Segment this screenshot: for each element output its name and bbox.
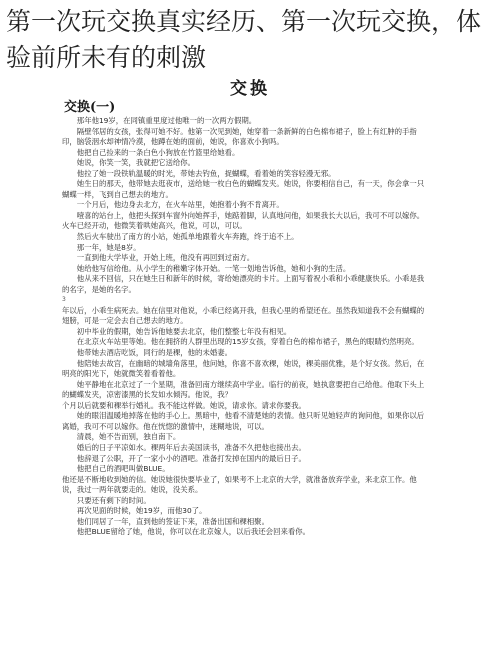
paragraph: 他拉了她一段铁轨温暖的时光，带她去钓鱼，捉蝴蝶，看着她的笑容轻漫无邪。 (76, 168, 336, 178)
paragraph: 她说，你笑一笑，我就把它送给你。 (76, 158, 196, 168)
paragraph: 再次见面的时候，她19岁，而他30了。 (76, 506, 207, 516)
paragraph: 他们同居了一年，直到他的签证下来，准备出国和稞相聚。 (76, 516, 269, 526)
paragraph: 他陪她去故宫，在幽暗的城墙角落里，他问她，你喜不喜欢稞，她说，稞美丽优雅，是个好女孩。然后，在明亮的阳光下，她就微笑着看着他。 (62, 358, 425, 379)
paragraph: 清晨，她不告而别，独自南下。 (76, 432, 181, 442)
paragraph: 他把自己捡来的一条白色小狗放在竹篮里给她看。 (76, 147, 240, 157)
paragraph: 年以后，小乖生病死去。她在信里对他说，小乖已经离开我，但我心里的希望还在。虽然我知道我不会有蝴蝶的翅膀，可是一定会去自己想去的地方。 (62, 305, 425, 326)
paragraph: 隔壁邻居的女孩，张得可她不好。他第一次见到她，她穿着一条新鲜的白色棉布裙子，脸上有红肿的手指印，脑袋洇水却神情冷漠，他蹲在她的面前，她说，你喜欢小狗吗。 (62, 126, 417, 147)
paragraph: 在北京火车站里等她。他在拥挤的人群里出现的15岁女孩，穿着白色的棉布裙子，黑色的眼睛灼然明亮。 (76, 337, 419, 347)
paragraph: 一个月后，他边身去北方，在火车站里，她抱着小狗不肯离开。 (76, 200, 284, 210)
paragraph: 他还是不断地收到她的信。她说她很快要毕业了，如果考不上北京的大学，就准备放弃学业，来北京工作。他说，我过一两年就要走的。她说，没关系。 (62, 474, 417, 495)
document-body (62, 116, 426, 636)
document-title: 交换 (230, 79, 270, 99)
paragraph: 她生日的那天，他带她去逛夜市，送给她一枚白色的蝴蝶发夹。她说，你要相信自己，有一天，你会拿一只蝴蝶一样，飞到自己想去的地方。 (62, 179, 425, 199)
paragraph: 只要还有剩下的时间。 (76, 495, 151, 505)
paragraph: 那年他19岁，在同镇重里度过他唯一的一次两方假期。 (76, 116, 257, 125)
page-number: 3 (62, 296, 66, 304)
headline: 第一次玩交换真实经历、第一次玩交换，体验前所未有的刺激 (6, 7, 482, 72)
paragraph: 他辞退了公职，开了一家小小的酒吧。准备打发掉在国内的最后日子。 (76, 453, 306, 463)
paragraph: 然后火车驶出了南方的小站，她孤单地跟着火车奔跑，终于追不上。 (76, 232, 299, 242)
paragraph: 她平静地在北京过了一个星期，准备回南方继续高中学业。临行的前夜，她执意要把自己给他。他取下头上的蝴蝶发夹，凉密漆黑的长发如水倾泻。他说，我？ (62, 379, 425, 400)
chapter-heading: 交换(一) (64, 100, 116, 115)
paragraph: 她给他写信给他。从小学生的稚嫩字体开始。一笔一划地告诉他，她和小狗的生活。 (76, 263, 351, 273)
paragraph: 一直到他大学毕业，开始上班，他没有再回到过南方。 (76, 253, 255, 263)
paragraph: 他带她去酒店吃饭，同行的是稞，他的未婚妻。 (76, 348, 233, 358)
paragraph: 婚后的日子平凉如水。稞两年后去美国读书，准备不久把他也接出去。 (76, 442, 306, 452)
paragraph: 她的眼泪温暖地掉落在他的手心上。黑暗中，他看不清楚她的表情。他只听见她轻声的询问他，如果你以后离婚，我可不可以嫁你。他在恍惚的激情中，迷糊地说，可以。 (62, 411, 425, 431)
paragraph: 那一年，她是8岁。 (76, 242, 141, 252)
paragraph: 噎喜的站台上，他把头探到车窗外向她挥手，她踮着脚，认真地问他，如果我长大以后，我可不可以嫁你。火车已经开动，他微笑着哄她高兴，他说，可以，可以。 (62, 210, 425, 231)
paragraph: 个月以后就要和稞举行婚礼。我不能这样做。她说，请求你。请求你要我。 (62, 400, 306, 410)
paragraph: 他把BLUE留给了她，他说，你可以在北京嫁人，以后我还会回来看你。 (76, 527, 311, 537)
paragraph: 他从来不回信，只在她生日和新年的时候，寄给她漂亮的卡片。上面写着祝小乖和小乖健康快乐。小乖是我的名字，是她的名字。 (62, 274, 425, 294)
paragraph: 他把自己的酒吧叫做BLUE。 (76, 464, 170, 474)
paragraph: 初中毕业的假期，她告诉他她要去北京，他们整整七年没有相见。 (76, 326, 292, 336)
